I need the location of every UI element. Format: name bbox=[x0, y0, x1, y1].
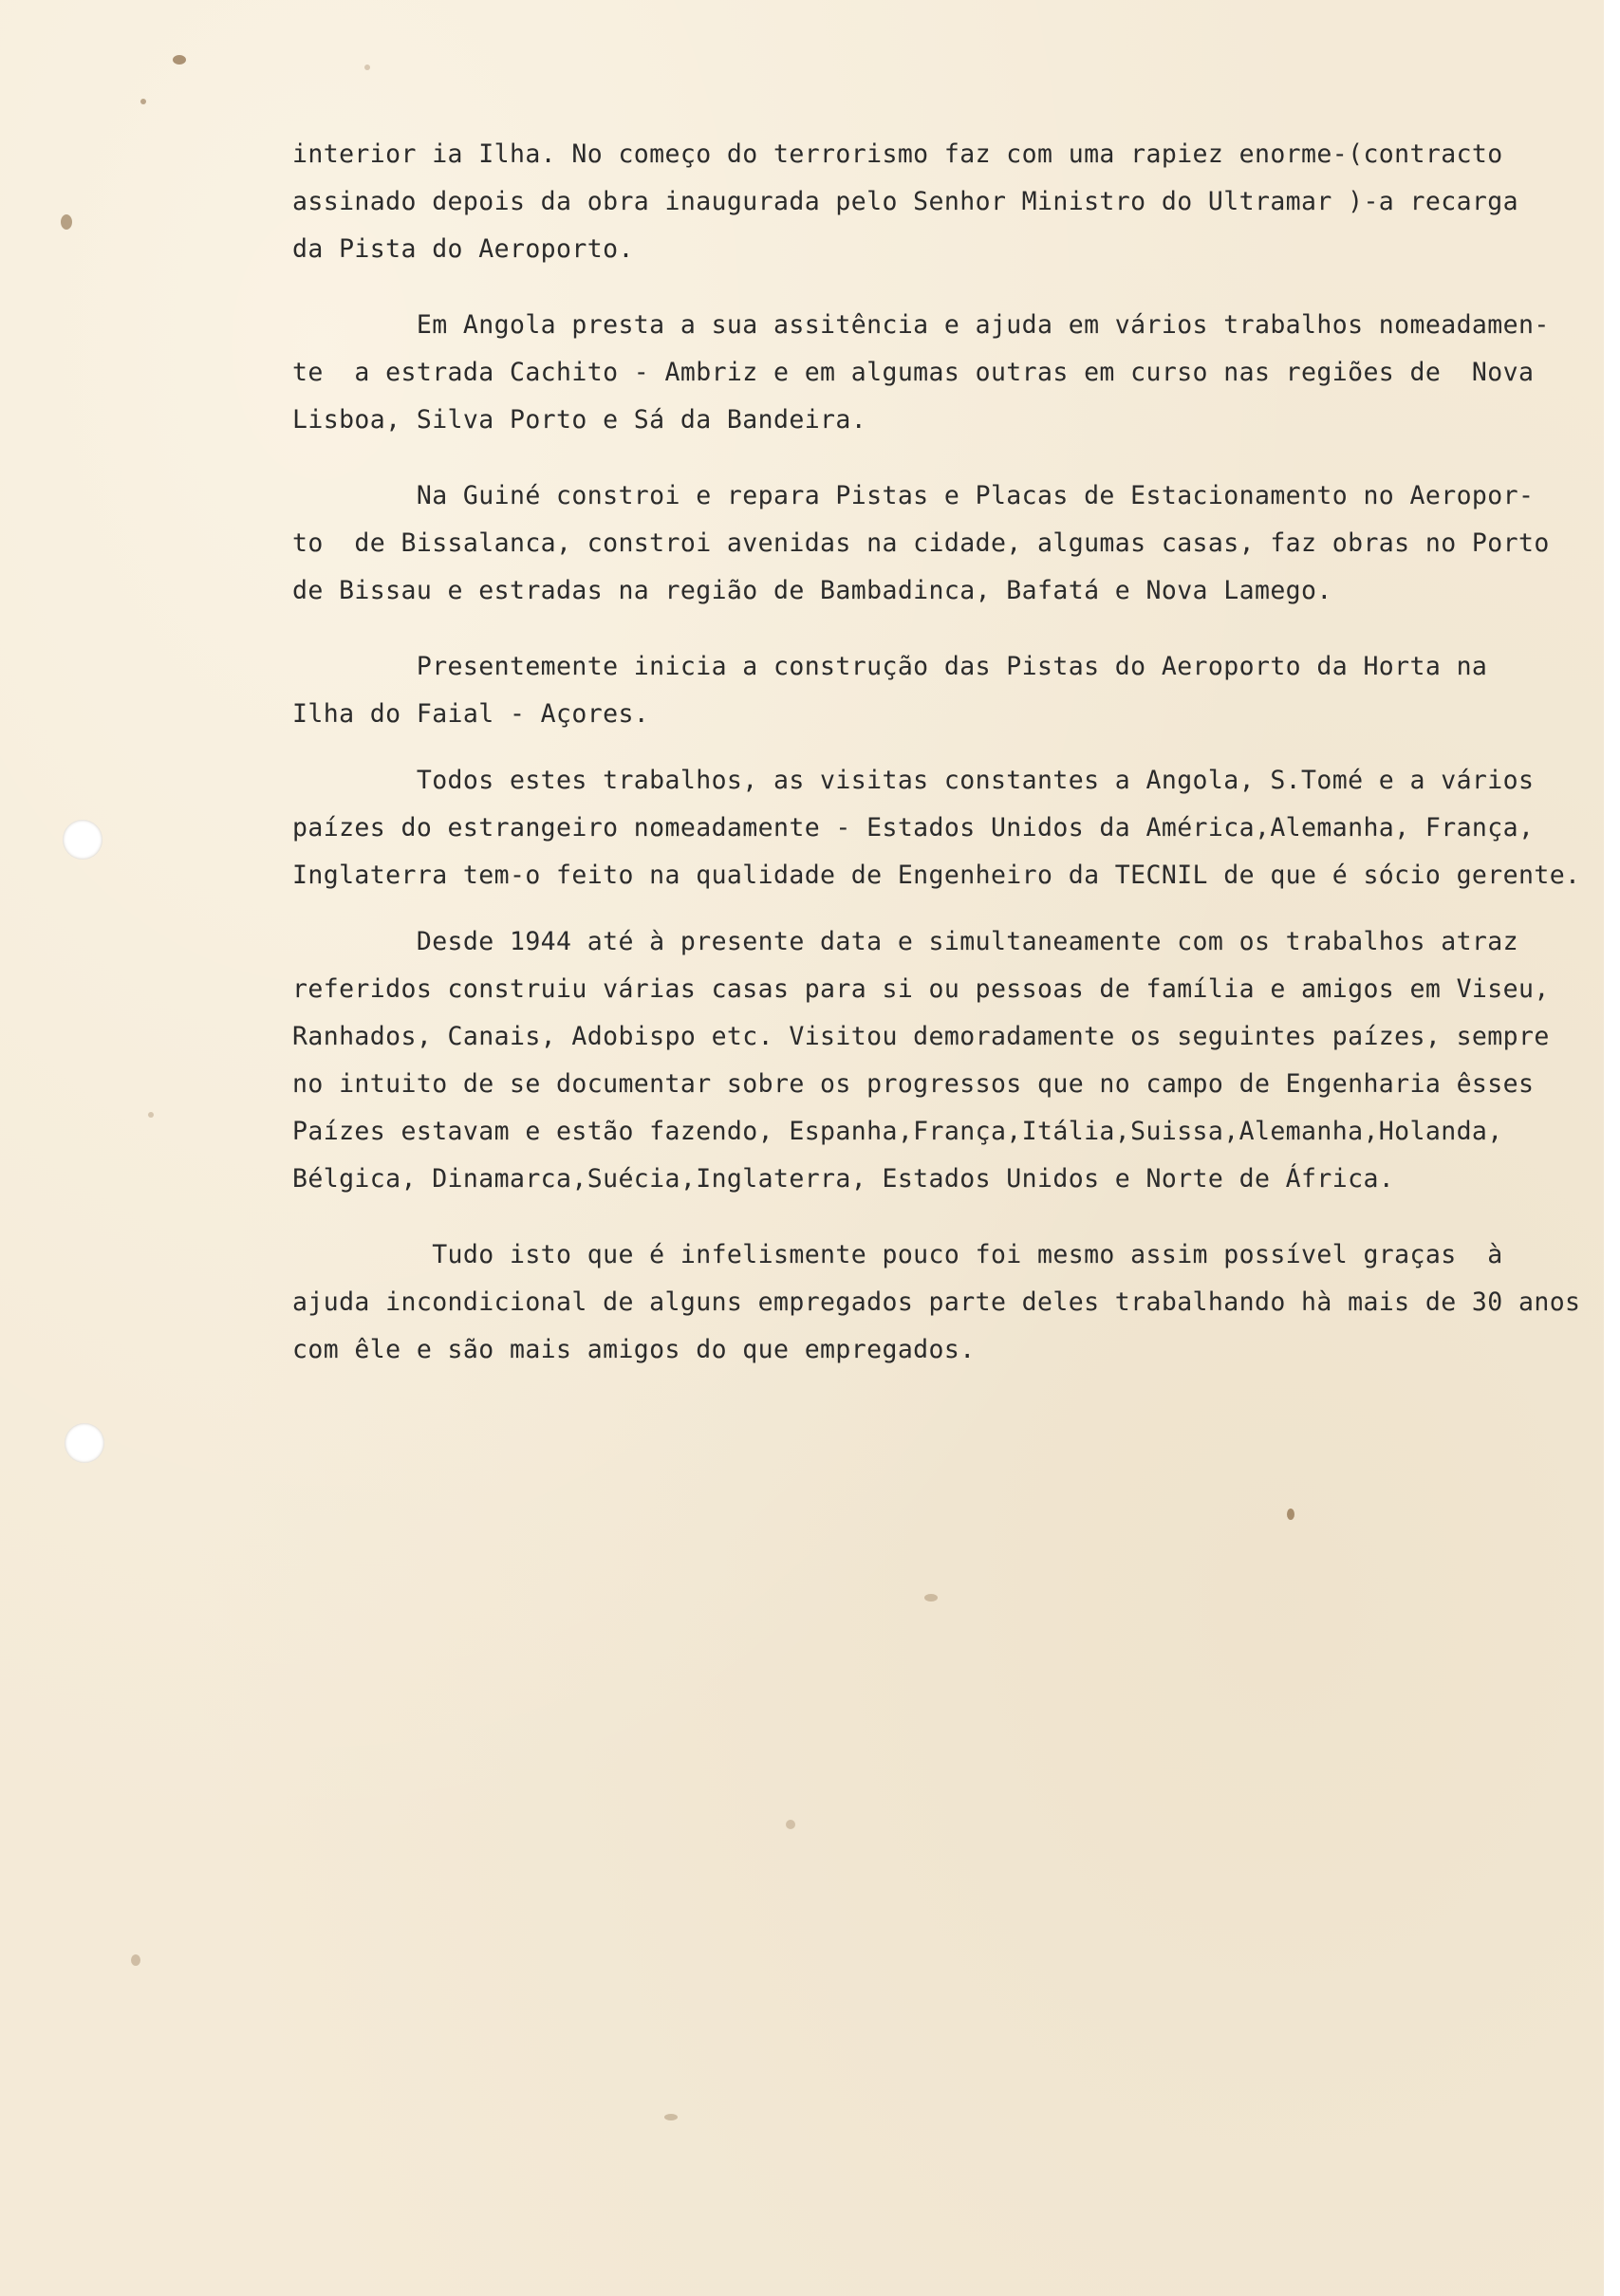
ink-speck bbox=[786, 1820, 795, 1829]
text-line: interior ia Ilha. No começo do terrorismo faz com uma rapiez enorme-(contracto bbox=[292, 139, 1503, 169]
document-text bbox=[292, 131, 1602, 1374]
ink-speck bbox=[364, 65, 370, 70]
text-line: com êle e são mais amigos do que empregados. bbox=[292, 1335, 976, 1364]
ink-speck bbox=[131, 1954, 140, 1966]
text-line: Lisboa, Silva Porto e Sá da Bandeira. bbox=[292, 405, 867, 435]
ink-speck bbox=[924, 1594, 938, 1602]
text-line: paízes do estrangeiro nomeadamente - Estados Unidos da América,Alemanha, França, bbox=[292, 813, 1535, 842]
text-line: assinado depois da obra inaugurada pelo Senhor Ministro do Ultramar )-a recarga bbox=[292, 187, 1518, 216]
punch-hole bbox=[63, 820, 102, 860]
ink-speck bbox=[148, 1112, 154, 1118]
text-line: Tudo isto que é infelismente pouco foi mesmo assim possível graças à bbox=[292, 1240, 1503, 1269]
text-line: Ilha do Faial - Açores. bbox=[292, 699, 650, 729]
page-edge bbox=[1604, 0, 1620, 2296]
ink-speck bbox=[664, 2114, 678, 2120]
text-line: Bélgica, Dinamarca,Suécia,Inglaterra, Estados Unidos e Norte de África. bbox=[292, 1164, 1395, 1194]
text-line: Desde 1944 até à presente data e simultaneamente com os trabalhos atraz bbox=[292, 927, 1518, 956]
text-line: Paízes estavam e estão fazendo, Espanha,França,Itália,Suissa,Alemanha,Holanda, bbox=[292, 1117, 1503, 1146]
text-line: Inglaterra tem-o feito na qualidade de Engenheiro da TECNIL de que é sócio gerente. bbox=[292, 861, 1581, 890]
punch-hole bbox=[65, 1423, 104, 1463]
text-line: Em Angola presta a sua assitência e ajuda em vários trabalhos nomeadamen- bbox=[292, 310, 1550, 340]
text-line: Todos estes trabalhos, as visitas constantes a Angola, S.Tomé e a vários bbox=[292, 766, 1535, 795]
text-line: ajuda incondicional de alguns empregados parte deles trabalhando hà mais de 30 anos bbox=[292, 1287, 1581, 1317]
ink-speck bbox=[173, 55, 186, 65]
text-line: da Pista do Aeroporto. bbox=[292, 234, 634, 264]
text-line: te a estrada Cachito - Ambriz e em algumas outras em curso nas regiões de Nova bbox=[292, 358, 1535, 387]
text-line: Na Guiné constroi e repara Pistas e Placas de Estacionamento no Aeropor- bbox=[292, 481, 1535, 510]
text-line: Ranhados, Canais, Adobispo etc. Visitou demoradamente os seguintes paízes, sempre bbox=[292, 1022, 1550, 1051]
text-line: no intuito de se documentar sobre os progressos que no campo de Engenharia êsses bbox=[292, 1069, 1535, 1099]
text-line: de Bissau e estradas na região de Bambadinca, Bafatá e Nova Lamego. bbox=[292, 576, 1332, 605]
ink-speck bbox=[61, 214, 72, 230]
ink-speck bbox=[1287, 1509, 1294, 1520]
text-line: referidos construiu várias casas para si ou pessoas de família e amigos em Viseu, bbox=[292, 974, 1550, 1004]
ink-speck bbox=[140, 99, 146, 104]
text-line: to de Bissalanca, constroi avenidas na cidade, algumas casas, faz obras no Porto bbox=[292, 528, 1550, 558]
text-line: Presentemente inicia a construção das Pistas do Aeroporto da Horta na bbox=[292, 652, 1488, 681]
